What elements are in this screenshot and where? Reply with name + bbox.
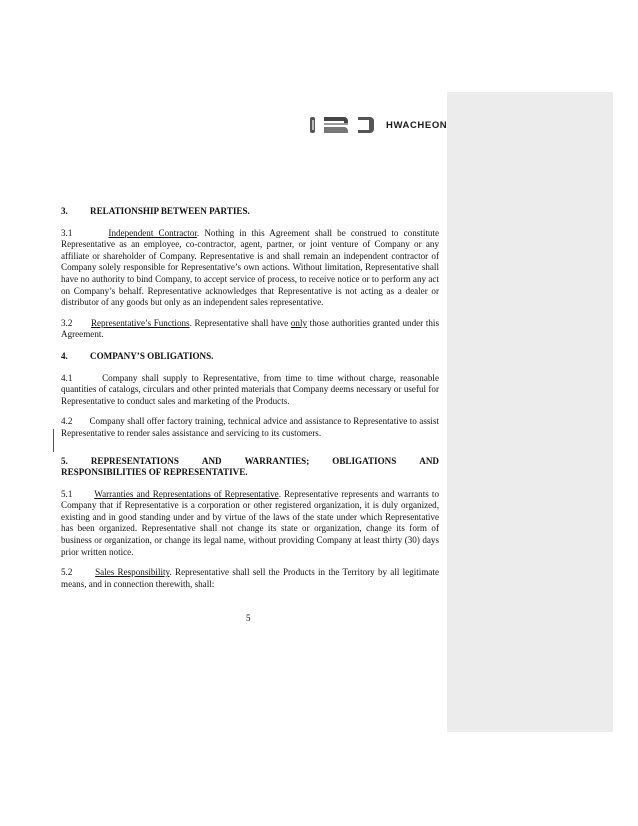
clause-text: . Representative represents and warrants to Company that if Representative is a corporation or other registered organization, it is duly organized, existing and in good standing under and by virtue of the laws of the state under which Representative has been organized. Representative shall not change its state or organization, change its form of business or organization, or change its legal name, without providing Company at least thirty (30) days prior written notice.: [61, 488, 439, 557]
logo-mark-icon: [310, 114, 380, 136]
clause-4-1: [61, 373, 439, 408]
logo-text: HWACHEON: [386, 119, 448, 131]
clause-text: . Representative shall sell the Products in the Territory by all legitimate means, and in connection therewith, shall:: [61, 567, 439, 589]
clause-5-1: [61, 489, 439, 559]
heading-word: AND: [201, 455, 222, 466]
clause-text: those authorities granted under this Agreement.: [61, 317, 439, 340]
clause-3-1: [61, 228, 439, 309]
section-title: RELATIONSHIP BETWEEN PARTIES.: [90, 206, 250, 216]
heading-word: OBLIGATIONS: [332, 455, 397, 466]
clause-heading: Independent Contractor: [108, 227, 197, 238]
section-title-line-2: RESPONSIBILITIES OF REPRESENTATIVE.: [61, 467, 248, 478]
clause-text: . Nothing in this Agreement shall be construed to constitute Representative as an employee, co-contractor, agent, partner, or joint venture of Company or any affiliate or shareholder of Company. Representative is and shall remain an independent contractor of Company solely responsible for Representative’s own actions. Without limitation, Representative shall have no authority to bind Company, to accept service of process, to receive notice or to perform any act on Company’s behalf. Representative acknowledges that Representative is not acting as a dealer or distributor of any goods but only as an independent sales representative.: [61, 227, 439, 308]
clause-number: 4.1: [61, 372, 73, 383]
heading-word: WARRANTIES;: [244, 455, 310, 466]
heading-word: REPRESENTATIONS: [90, 455, 179, 466]
section-5-heading: [61, 456, 439, 479]
clause-number: 3.2: [61, 317, 73, 328]
section-number: 3.: [61, 206, 68, 216]
clause-3-2: [61, 318, 439, 341]
section-number: 4.: [61, 350, 68, 361]
section-title: COMPANY’S OBLIGATIONS.: [90, 350, 214, 361]
section-4-heading: [61, 351, 439, 363]
emphasis-only: only: [290, 317, 308, 328]
section-3-heading: [61, 206, 439, 218]
clause-heading: Sales Responsibility: [95, 567, 170, 578]
clause-4-2: [61, 416, 439, 439]
company-logo: [310, 113, 447, 137]
clause-number: 4.2: [61, 416, 73, 427]
clause-5-2: [61, 567, 439, 590]
section-number: 5.: [61, 455, 68, 466]
clause-heading: Warranties and Representations of Representative: [94, 488, 279, 499]
page-number: 5: [246, 613, 251, 623]
clause-text: . Representative shall have: [189, 317, 291, 328]
clause-text: Company shall supply to Representative, from time to time without charge, reasonable quantities of catalogs, circulars and other printed materials that Company deems necessary or useful for Representative to conduct sales and marketing of the Products.: [61, 372, 439, 406]
clause-number: 3.1: [61, 227, 73, 238]
revision-change-bar: [53, 429, 54, 452]
document-body: [61, 206, 439, 590]
clause-heading: Representative’s Functions: [90, 317, 190, 328]
clause-text: Company shall offer factory training, technical advice and assistance to Representative to assist Representative to render sales assistance and servicing to its customers.: [61, 416, 439, 438]
comment-margin-pane: [447, 92, 613, 732]
heading-word: AND: [419, 455, 439, 466]
clause-number: 5.1: [61, 488, 73, 499]
clause-number: 5.2: [61, 567, 73, 578]
